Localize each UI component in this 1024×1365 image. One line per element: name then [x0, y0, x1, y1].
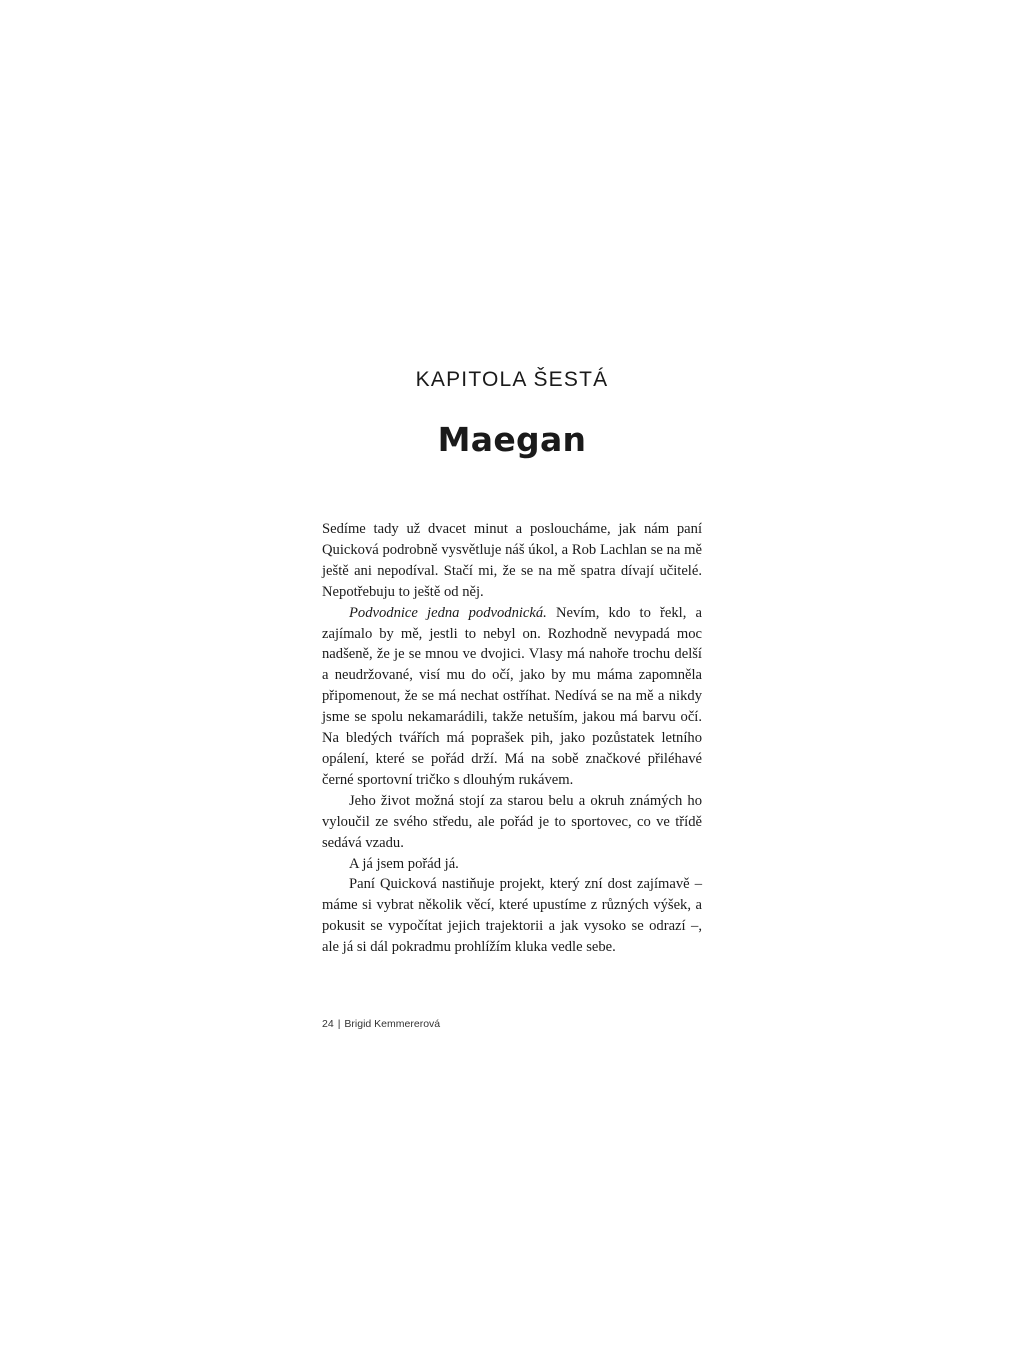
paragraph	[322, 519, 702, 603]
paragraph	[322, 874, 702, 958]
paragraph-text: Paní Quicková nastiňuje projekt, který zní dost zajímavě – máme si vybrat několik věcí, které upustíme z různých výšek, a pokusit se vypočítat jejich trajektorii a jak vysoko se odrazí –, ale já si dál pokradmu prohlížím kluka vedle sebe.	[322, 876, 702, 956]
chapter-title: Maegan	[437, 420, 587, 459]
paragraph-text: Jeho život možná stojí za starou belu a okruh známých ho vyloučil ze svého středu, ale pořád je to sportovec, co ve třídě sedává vzadu.	[322, 792, 702, 851]
chapter-label: KAPITOLA ŠESTÁ	[415, 368, 609, 391]
body-text	[322, 519, 702, 958]
paragraph-text: A já jsem pořád já.	[349, 855, 459, 872]
paragraph-italic-lead: Podvodnice jedna podvodnická.	[349, 604, 547, 621]
author-name: Brigid Kemmererová	[344, 1018, 441, 1030]
paragraph	[322, 854, 702, 875]
paragraph-text: Nevím, kdo to řekl, a zajímalo by mě, jestli to nebyl on. Rozhodně nevypadá moc nadšeně, že je se mnou ve dvojici. Vlasy má nahoře trochu delší a neudržované, visí mu do očí, jako by mu máma zapomněla připomenout, že se má nechat ostříhat. Nedívá se na mě a nikdy jsme se spolu nekamarádili, takže netuším, jakou má barvu očí. Na bledých tvářích má poprašek pih, jako pozůstatek letního opálení, které se pořád drží. Má na sobě značkové přiléhavé černé sportovní tričko s dlouhým rukávem.	[322, 604, 702, 788]
footer-separator: |	[337, 1018, 341, 1030]
paragraph-text: Sedíme tady už dvacet minut a posloucháme, jak nám paní Quicková podrobně vysvětluje náš úkol, a Rob Lachlan se na mě ještě ani nepodíval. Stačí mi, že se na mě spatra dívají učitelé. Nepotřebuju to ještě od něj.	[322, 521, 702, 600]
page-footer	[322, 1018, 440, 1030]
paragraph	[322, 603, 702, 791]
page-number: 24	[322, 1018, 334, 1030]
paragraph	[322, 791, 702, 854]
